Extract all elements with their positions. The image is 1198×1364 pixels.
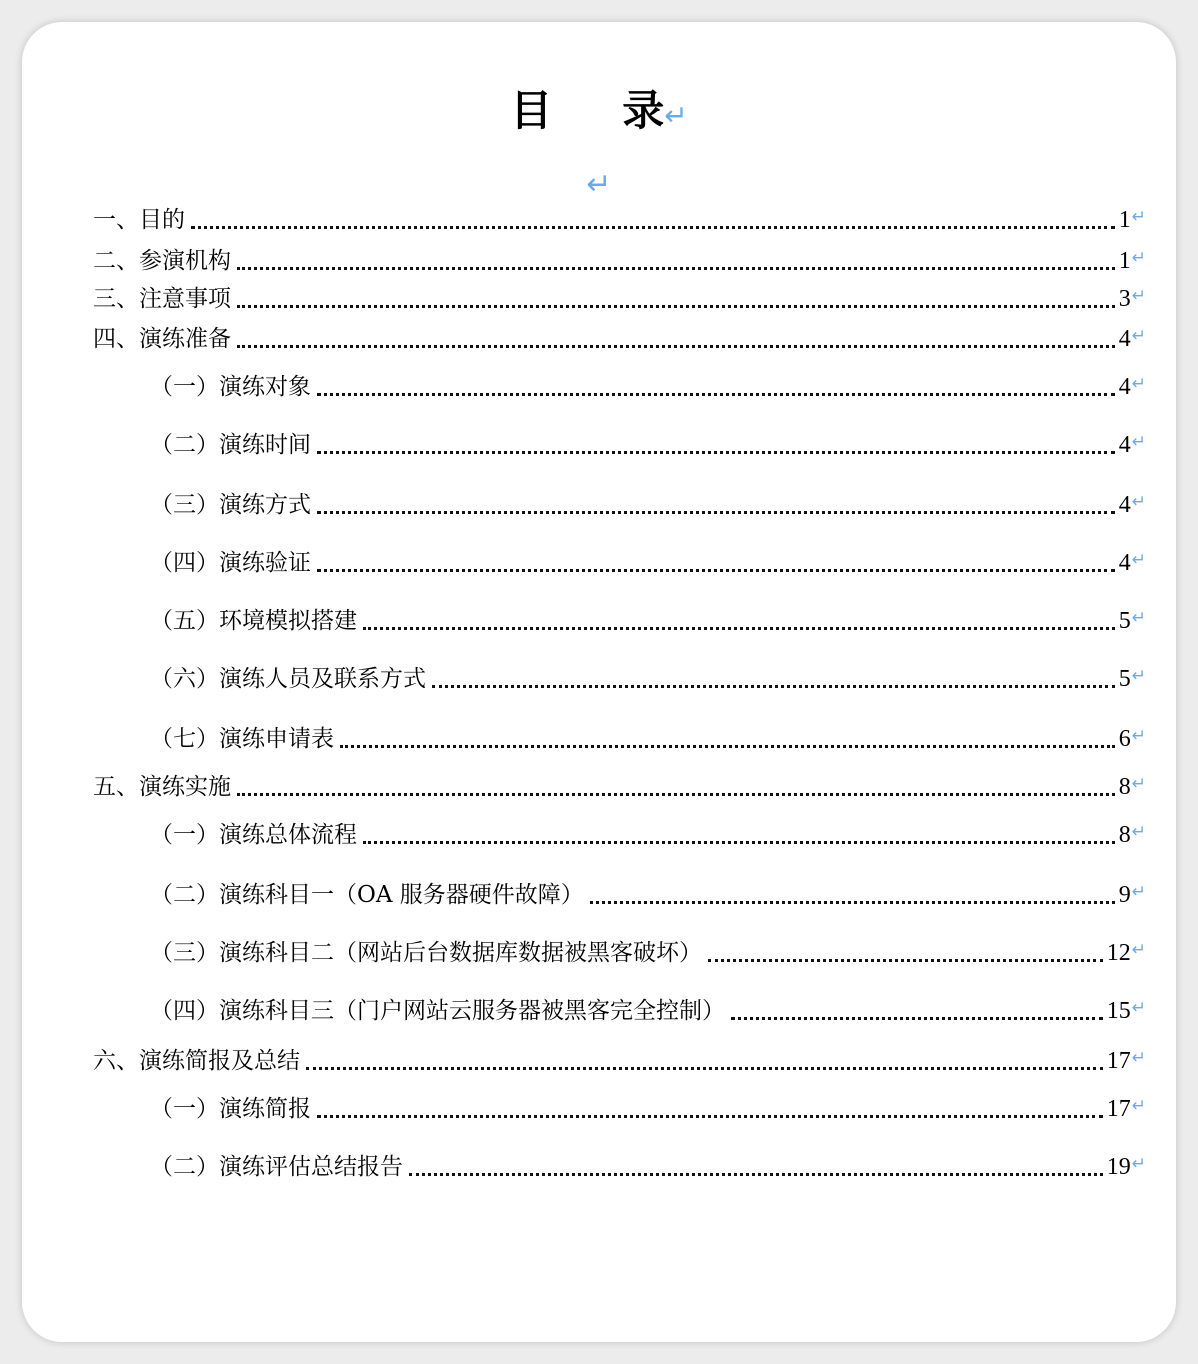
toc-entry[interactable]: [150, 723, 1146, 755]
toc-page-number: 17: [1106, 1096, 1131, 1122]
dot-leader: [237, 793, 1115, 796]
toc-entry-label: （六）演练人员及联系方式: [150, 666, 426, 692]
toc-entry[interactable]: [93, 204, 1146, 236]
toc-entry-label: （四）演练科目三（门户网站云服务器被黑客完全控制）: [150, 998, 725, 1024]
toc-page-number: 8: [1118, 822, 1131, 848]
toc-page-number: 3: [1118, 286, 1131, 312]
toc-entry[interactable]: [150, 879, 1146, 911]
paragraph-mark-icon: ↵: [1131, 666, 1146, 686]
dot-leader: [317, 393, 1115, 396]
toc-entry[interactable]: [150, 819, 1146, 851]
dot-leader: [317, 451, 1115, 454]
toc-page-number: 9: [1118, 882, 1131, 908]
toc-entry-label: （二）演练科目一（OA 服务器硬件故障）: [150, 882, 584, 908]
toc-page-number: 4: [1118, 326, 1131, 352]
toc-page-number: 8: [1118, 774, 1131, 800]
toc-page-number: 6: [1118, 726, 1131, 752]
dot-leader: [237, 267, 1115, 270]
toc-page-number: 1: [1118, 207, 1131, 233]
toc-page-number: 4: [1118, 432, 1131, 458]
toc-page-number: 4: [1118, 374, 1131, 400]
dot-leader: [317, 569, 1115, 572]
toc-entry-label: 二、参演机构: [93, 248, 231, 274]
dot-leader: [340, 745, 1115, 748]
dot-leader: [590, 901, 1115, 904]
dot-leader: [317, 511, 1115, 514]
paragraph-mark-icon: ↵: [1131, 1048, 1146, 1068]
toc-page-number: 4: [1118, 492, 1131, 518]
dot-leader: [432, 685, 1115, 688]
toc-page-number: 5: [1118, 608, 1131, 634]
toc-page-number: 12: [1106, 940, 1131, 966]
empty-paragraph: [22, 167, 1176, 202]
toc-page-number: 17: [1106, 1048, 1131, 1074]
paragraph-mark-icon: ↵: [664, 99, 688, 132]
paragraph-mark-icon: ↵: [1131, 998, 1146, 1018]
toc-title: [22, 78, 1176, 138]
dot-leader: [363, 627, 1115, 630]
toc-entry-label: （五）环境模拟搭建: [150, 608, 357, 634]
toc-entry[interactable]: [150, 429, 1146, 461]
toc-entry-label: （三）演练方式: [150, 492, 311, 518]
toc-page-number: 4: [1118, 550, 1131, 576]
toc-entry[interactable]: [150, 489, 1146, 521]
dot-leader: [409, 1173, 1103, 1176]
dot-leader: [237, 305, 1115, 308]
toc-entry[interactable]: [93, 323, 1146, 355]
paragraph-mark-icon: ↵: [1131, 207, 1146, 227]
toc-entry-label: 四、演练准备: [93, 326, 231, 352]
toc-entry-label: （四）演练验证: [150, 550, 311, 576]
toc-entry[interactable]: [93, 1045, 1146, 1077]
paragraph-mark-icon: ↵: [1131, 550, 1146, 570]
toc-entry-label: 三、注意事项: [93, 286, 231, 312]
toc-entry[interactable]: [150, 1151, 1146, 1183]
paragraph-mark-icon: ↵: [1131, 1154, 1146, 1174]
paragraph-mark-icon: ↵: [1131, 432, 1146, 452]
toc-entry[interactable]: [93, 283, 1146, 315]
toc-page-number: 5: [1118, 666, 1131, 692]
paragraph-mark-icon: ↵: [1131, 248, 1146, 268]
document-page: [22, 22, 1176, 1342]
paragraph-mark-icon: ↵: [1131, 492, 1146, 512]
toc-entry[interactable]: [150, 663, 1146, 695]
paragraph-mark-icon: ↵: [1131, 374, 1146, 394]
paragraph-mark-icon: ↵: [1131, 940, 1146, 960]
dot-leader: [306, 1067, 1103, 1070]
dot-leader: [237, 345, 1115, 348]
toc-entry[interactable]: [93, 771, 1146, 803]
toc-entry-label: （二）演练评估总结报告: [150, 1154, 403, 1180]
toc-entry-label: （三）演练科目二（网站后台数据库数据被黑客破坏）: [150, 940, 702, 966]
paragraph-mark-icon: ↵: [1131, 1096, 1146, 1116]
paragraph-mark-icon: ↵: [1131, 286, 1146, 306]
toc-entry[interactable]: [150, 995, 1146, 1027]
dot-leader: [731, 1017, 1103, 1020]
toc-entry[interactable]: [150, 1093, 1146, 1125]
title-char-1: 目: [510, 86, 553, 135]
toc-page-number: 15: [1106, 998, 1131, 1024]
toc-entry-label: （一）演练总体流程: [150, 822, 357, 848]
dot-leader: [191, 226, 1115, 229]
paragraph-mark-icon: ↵: [1131, 882, 1146, 902]
toc-entry-label: （一）演练对象: [150, 374, 311, 400]
paragraph-mark-icon: ↵: [1131, 726, 1146, 746]
paragraph-mark-icon: ↵: [1131, 822, 1146, 842]
dot-leader: [317, 1115, 1103, 1118]
toc-entry[interactable]: [150, 547, 1146, 579]
toc-entry[interactable]: [150, 605, 1146, 637]
toc-entry-label: 一、目的: [93, 207, 185, 233]
paragraph-mark-icon: ↵: [1131, 608, 1146, 628]
toc-entry-label: 六、演练简报及总结: [93, 1048, 300, 1074]
paragraph-mark-icon: ↵: [1131, 774, 1146, 794]
toc-entry-label: 五、演练实施: [93, 774, 231, 800]
toc-page-number: 1: [1118, 248, 1131, 274]
toc-entry[interactable]: [150, 371, 1146, 403]
paragraph-mark-icon: ↵: [1131, 326, 1146, 346]
dot-leader: [708, 959, 1103, 962]
title-char-2: 录: [622, 86, 665, 135]
toc-entry[interactable]: [93, 245, 1146, 277]
paragraph-mark-icon: ↵: [586, 167, 612, 202]
toc-entry-label: （七）演练申请表: [150, 726, 334, 752]
toc-entry-label: （二）演练时间: [150, 432, 311, 458]
toc-entry[interactable]: [150, 937, 1146, 969]
toc-entry-label: （一）演练简报: [150, 1096, 311, 1122]
dot-leader: [363, 841, 1115, 844]
toc-page-number: 19: [1106, 1154, 1131, 1180]
